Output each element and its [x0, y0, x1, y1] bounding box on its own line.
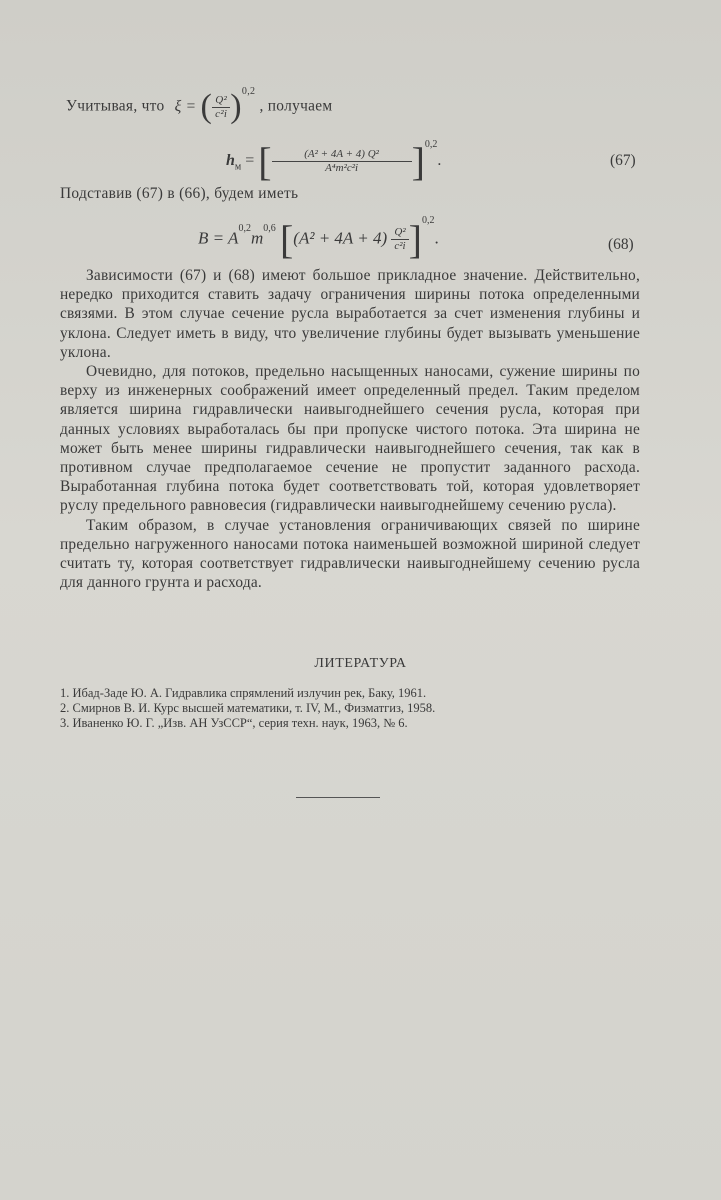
references-list — [60, 686, 660, 731]
equation-68: $B = A^{0,2}m^{0,6}$ [(A² + 4A + 4) $\frac{\text{Q²}}{\text{c²i}}$ ]$^{0,2}$. — [198, 214, 439, 262]
intro-line: Учитывая, что ξ = ( $\frac{\text{Q²}}{\text{c²i}}$ )$^{0,2}$ , получаем — [66, 86, 333, 125]
eq68-inner: (A² + 4A + 4) — [293, 228, 388, 248]
intro-text: Учитывая, что — [66, 97, 165, 115]
xi-exponent: 0,2 — [241, 86, 256, 98]
eq68-fraction — [391, 226, 408, 253]
eq68-m: m — [250, 228, 264, 248]
eq68-numerator: Q² — [391, 226, 408, 240]
paragraph-1: Зависимости (67) и (68) имеют большое прикладное значение. Действительно, нередко приходится ставить задачу ограничения ширины потока определенными связями. В этом случае сечение русла выработается за счет изменения глубины и уклона. Следует иметь в виду, что увеличение глубины будет вызывать уменьшение уклона. — [60, 267, 640, 361]
eq67-denominator: A⁴m²c²i — [325, 162, 359, 174]
eq67-numerator: (A² + 4A + 4) Q² — [272, 148, 412, 162]
intro-tail: , получаем — [259, 97, 333, 115]
reference-item: 3. Иваненко Ю. Г. „Изв. АН УзССР“, серия техн. наук, 1963, № 6. — [60, 716, 408, 730]
eq68-exponent: 0,2 — [421, 214, 435, 226]
eq67-number: (67) — [610, 152, 636, 169]
eq68-exp1: 0,2 — [238, 222, 251, 234]
body-text — [60, 266, 640, 592]
end-divider — [296, 797, 380, 798]
reference-item: 1. Ибад-Заде Ю. А. Гидравлика спрямлений излучин рек, Баку, 1961. — [60, 686, 427, 700]
eq68-denominator: c²i — [394, 240, 406, 252]
eq67-lhs: h — [226, 152, 235, 170]
substitute-line: Подставив (67) в (66), будем иметь — [60, 185, 299, 202]
eq68-exp2: 0,6 — [263, 222, 276, 234]
eq67-lhs-subscript: м — [234, 161, 242, 173]
eq68-number: (68) — [608, 236, 634, 253]
equation-67: $h_м$ = [ $\frac{\text{(A² + 4A + 4) Q²}}{\text{A⁴m²c²i}}$ ]$^{0,2}$. — [226, 138, 442, 184]
eq67-exponent: 0,2 — [424, 138, 438, 150]
references-heading: ЛИТЕРАТУРА — [314, 656, 407, 671]
paragraph-3: Таким образом, в случае установления ограничивающих связей по ширине предельно нагруженного наносами потока наименьшей возможной шириной следует считать ту, которая соответствует гидравлически наивыгоднейшему сечению русла для данного грунта и расхода. — [60, 516, 640, 592]
xi-lhs: ξ = — [174, 97, 197, 115]
xi-denominator: c²i — [215, 107, 228, 120]
eq67-fraction — [272, 148, 412, 175]
eq68-lhs: B = A — [198, 228, 239, 248]
reference-item: 2. Смирнов В. И. Курс высшей математики, т. IV, М., Физматгиз, 1958. — [60, 701, 436, 715]
xi-numerator: Q² — [212, 94, 230, 108]
xi-fraction — [212, 94, 230, 121]
paragraph-2: Очевидно, для потоков, предельно насыщенных наносами, сужение ширины по верху из инженерных соображений имеет определенный предел. Таким пределом является ширина гидравлически наивыгоднейшего сечения русла, которая при данных условиях выработалась бы при пропуске чистого потока. Эта ширина не может быть менее ширины гидравлически наивыгоднейшего сечения, так как в противном случае предполагаемое сечение не пропустит заданного расхода. Выработанная глубина потока будет соответствовать той, которая удовлетворяет руслу предельного равновесия (гидравлически наивыгоднейшему сечению русла). — [60, 363, 640, 515]
